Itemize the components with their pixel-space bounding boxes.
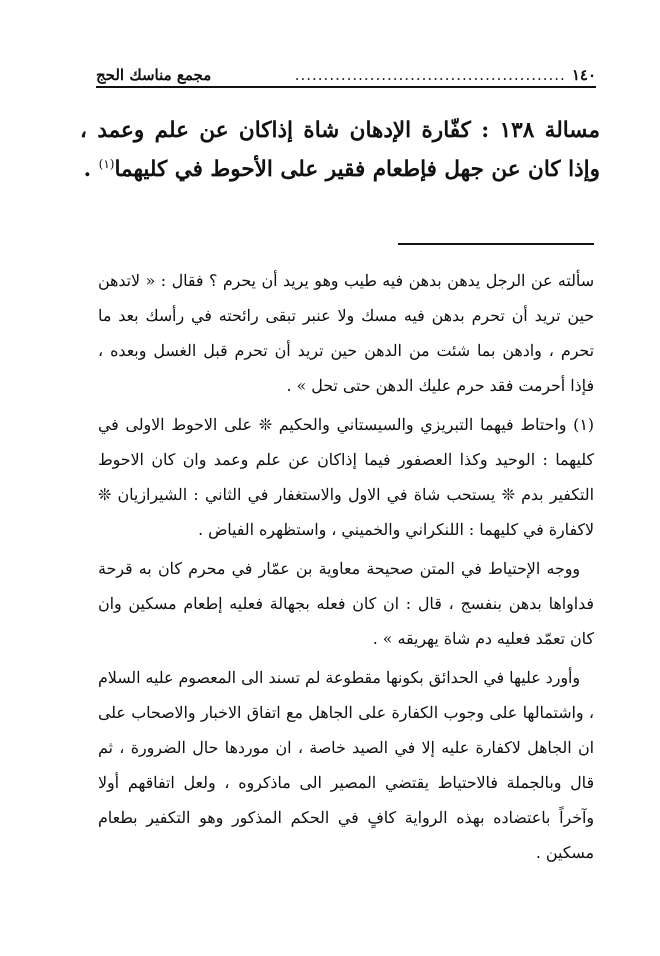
page-header xyxy=(96,58,596,84)
leader-dots: ............................................... xyxy=(294,66,566,84)
page-number: ١٤٠ xyxy=(571,66,596,84)
footnote-separator xyxy=(398,243,594,245)
footnote-paragraph: (١) واحتاط فيهما التبريزي والسيستاني والحكيم ❊ على الاحوط الاولى في كليهما : الوحيد وكذا العصفور فيما إذاكان عن علم وعمد وان كان الاحوط التكفير بدم ❊ يستحب شاة في الاول والاستغفار في الثاني : الشيرازيان ❊ لاكفارة في كليهما : اللنكراني والخميني ، واستظهره الفياض . xyxy=(98,415,594,539)
footnote-paragraph: وأورد عليها في الحدائق بكونها مقطوعة لم تسند الى المعصوم عليه السلام ، واشتمالها على وجوب الكفارة على الجاهل مع اتفاق الاخبار والاصحاب على ان الجاهل لاكفارة عليه إلا في الصيد خاصة ، ان موردها حال الضرورة ، ثم قال وبالجملة فالاحتياط يقتضي المصير الى ماذكروه ، ولعل اتفاقهم أولا وآخراً باعتضاده بهذه الرواية كافٍ في الحكم المذكور وهو التكفير بطعام مسكين . xyxy=(98,668,594,862)
book-title: مجمع مناسك الحج xyxy=(96,66,212,84)
footnotes-section xyxy=(98,263,594,870)
issue-end: . xyxy=(83,156,99,182)
issue-paragraph xyxy=(80,112,600,189)
issue-text: كفّارة الإدهان شاة إذاكان عن علم وعمد ، وإذا كان عن جهل فإطعام فقير على الأحوط في كليهما xyxy=(80,118,600,182)
issue-label: مسالة ١٣٨ : xyxy=(481,118,600,143)
header-rule xyxy=(96,86,596,88)
footnote-paragraph: سألته عن الرجل يدهن بدهن فيه طيب وهو يريد أن يحرم ؟ فقال : « لاتدهن حين تريد أن تحرم بدهن فيه مسك ولا عنبر تبقى رائحته في رأسك بعد ما تحرم ، وادهن بما شئت من الدهن حين تريد أن تحرم قبل الغسل وبعده ، فإذا أحرمت فقد حرم عليك الدهن حتى تحل » . xyxy=(98,271,594,395)
footnote-reference: (١) xyxy=(98,156,115,171)
footnote-paragraph: ووجه الإحتياط في المتن صحيحة معاوية بن عمّار في محرم كان به قرحة فداواها بدهن بنفسج ، قال : ان كان فعله بجهالة فعليه إطعام مسكين وان كان تعمّد فعليه دم شاة يهريقه » . xyxy=(98,559,594,648)
